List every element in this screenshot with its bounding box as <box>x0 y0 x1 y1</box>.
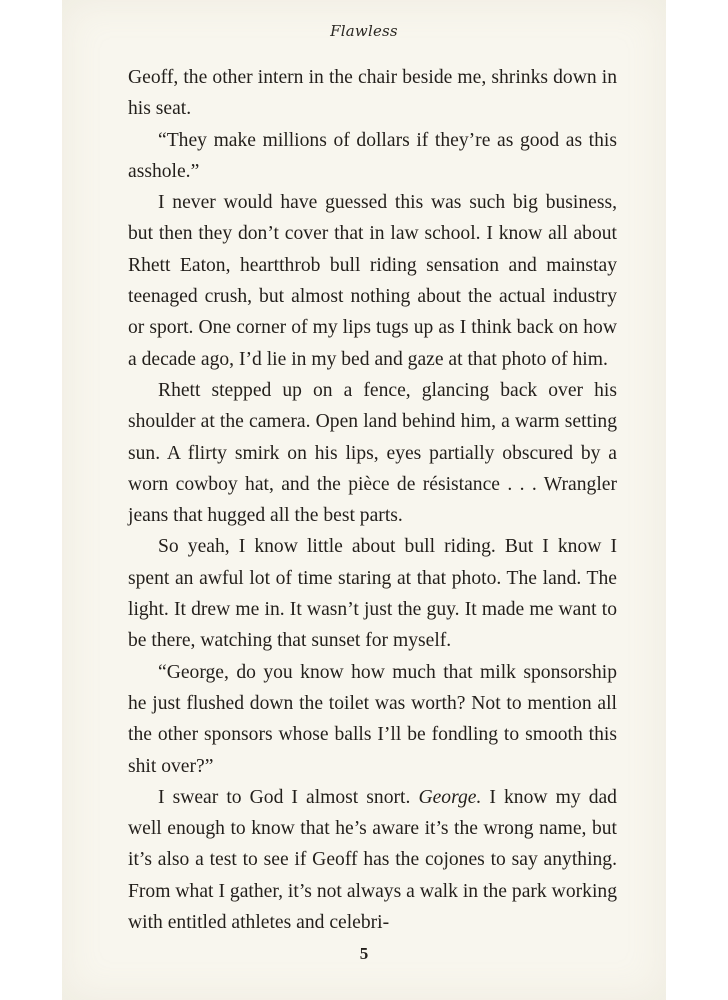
paragraph-7-italic-name: George. <box>418 786 482 808</box>
body-text <box>128 62 617 938</box>
paragraph-7-part-1: I swear to God I almost snort. <box>158 786 419 808</box>
page-number: 5 <box>359 944 369 963</box>
paragraph-7-part-3: I know my dad well enough to know that he’s aware it’s the wrong name, but it’s also a test to see if Geoff has the cojones to say anything. From what I gather, it’s not always a walk in the park working with entitled athletes and celebri- <box>128 786 617 934</box>
paragraph-5: So yeah, I know little about bull riding. But I know I spent an awful lot of time staring at that photo. The land. The light. It drew me in. It wasn’t just the guy. It made me want to be there, watching that sunset for myself. <box>128 536 617 652</box>
book-page <box>62 0 666 1000</box>
paragraph-6: “George, do you know how much that milk sponsorship he just flushed down the toilet was worth? Not to mention all the other sponsors whose balls I’ll be fondling to smooth this shit over?” <box>128 661 617 777</box>
paragraph-4: Rhett stepped up on a fence, glancing back over his shoulder at the camera. Open land behind him, a warm setting sun. A flirty smirk on his lips, eyes partially obscured by a worn cowboy hat, and the pièce de résistance . . . Wrangler jeans that hugged all the best parts. <box>128 379 617 527</box>
paragraph-3: I never would have guessed this was such big business, but then they don’t cover that in law school. I know all about Rhett Eaton, heartthrob bull riding sensation and mainstay teenaged crush, but almost nothing about the actual industry or sport. One corner of my lips tugs up as I think back on how a decade ago, I’d lie in my bed and gaze at that photo of him. <box>128 192 617 370</box>
running-head: Flawless <box>330 22 398 40</box>
paragraph-2: “They make millions of dollars if they’re as good as this asshole.” <box>128 129 617 182</box>
paragraph-1: Geoff, the other intern in the chair beside me, shrinks down in his seat. <box>128 67 617 120</box>
paragraph-7 <box>128 782 617 938</box>
